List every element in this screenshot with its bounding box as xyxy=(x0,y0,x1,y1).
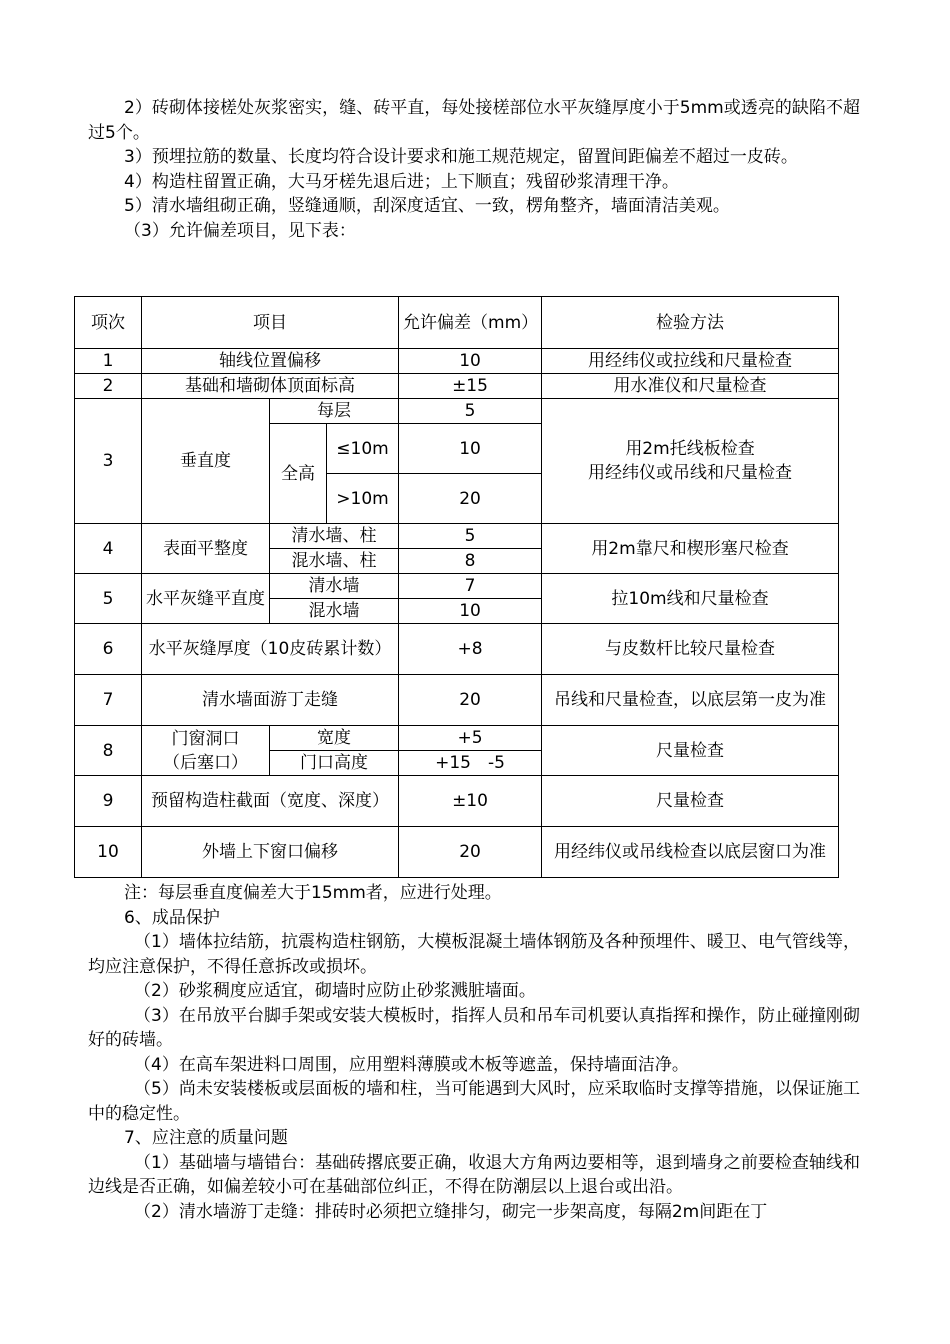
row-method xyxy=(542,399,839,524)
row-method: 拉10m线和尺量检查 xyxy=(542,574,839,624)
row-tolerance: 10 xyxy=(399,349,542,374)
row-item: 垂直度 xyxy=(142,399,270,524)
row-number: 7 xyxy=(75,675,142,726)
row-tolerance: ±15 xyxy=(399,374,542,399)
section-heading: 7、应注意的质量问题 xyxy=(124,1128,288,1148)
row-method: 用2m靠尺和楔形塞尺检查 xyxy=(542,524,839,574)
body-paragraph: （5）尚未安装楼板或层面板的墙和柱，当可能遇到大风时，应采取临时支撑等措施，以保证施工中的稳定性。 xyxy=(88,1079,860,1124)
row-number: 8 xyxy=(75,726,142,776)
row-subitem: 门口高度 xyxy=(270,751,399,776)
row-tolerance: 5 xyxy=(399,524,542,549)
row-item: 基础和墙砌体顶面标高 xyxy=(142,374,399,399)
row-item: 外墙上下窗口偏移 xyxy=(142,827,399,878)
row-tolerance: 8 xyxy=(399,549,542,574)
row-number: 1 xyxy=(75,349,142,374)
row-item: 预留构造柱截面（宽度、深度） xyxy=(142,776,399,827)
intro-paragraph: 2）砖砌体接槎处灰浆密实，缝、砖平直，每处接槎部位水平灰缝厚度小于5mm或透亮的缺陷不超过5个。 xyxy=(88,98,860,143)
intro-paragraph: 4）构造柱留置正确，大马牙槎先退后进；上下顺直；残留砂浆清理干净。 xyxy=(124,171,679,192)
row-number: 4 xyxy=(75,524,142,574)
row-number: 2 xyxy=(75,374,142,399)
body-paragraph: （2）砂浆稠度应适宜，砌墙时应防止砂浆溅脏墙面。 xyxy=(134,981,536,1001)
table-row xyxy=(75,399,839,424)
table-row xyxy=(75,524,839,549)
body-paragraph: （1）基础墙与墙错台：基础砖撂底要正确，收退大方角两边要相等，退到墙身之前要检查轴线和边线是否正确，如偏差较小可在基础部位纠正，不得在防潮层以上退台或出沿。 xyxy=(88,1152,860,1197)
row-subitem: 混水墙、柱 xyxy=(270,549,399,574)
section-heading: 6、成品保护 xyxy=(124,907,220,928)
table-row xyxy=(75,675,839,726)
row-subitem: >10m xyxy=(327,474,399,524)
row-tolerance: 20 xyxy=(399,474,542,524)
row-subitem: ≤10m xyxy=(327,424,399,474)
table-row xyxy=(75,349,839,374)
row-method: 与皮数杆比较尺量检查 xyxy=(542,624,839,675)
table-note: 注：每层垂直度偏差大于15mm者，应进行处理。 xyxy=(124,883,502,903)
row-subitem: 清水墙 xyxy=(270,574,399,599)
row-item: 清水墙面游丁走缝 xyxy=(142,675,399,726)
row-method: 吊线和尺量检查，以底层第一皮为准 xyxy=(542,675,839,726)
intro-paragraph: 3）预埋拉筋的数量、长度均符合设计要求和施工规范规定，留置间距偏差不超过一皮砖。 xyxy=(124,147,798,167)
body-paragraph: （4）在高车架进料口周围，应用塑料薄膜或木板等遮盖，保持墙面洁净。 xyxy=(134,1054,689,1075)
after-section xyxy=(88,881,860,1224)
row-item: 水平灰缝厚度（10皮砖累计数） xyxy=(142,624,399,675)
row-tolerance: 7 xyxy=(399,574,542,599)
method-line: 用2m托线板检查 xyxy=(625,439,755,459)
row-subitem: 清水墙、柱 xyxy=(270,524,399,549)
row-tolerance: 5 xyxy=(399,399,542,424)
header-cell: 项次 xyxy=(75,297,142,349)
body-paragraph: （3）在吊放平台脚手架或安装大模板时，指挥人员和吊车司机要认真指挥和操作，防止碰撞刚砌好的砖墙。 xyxy=(88,1005,860,1050)
row-tolerance: +15 -5 xyxy=(399,751,542,776)
row-tolerance: 10 xyxy=(399,424,542,474)
row-number: 10 xyxy=(75,827,142,878)
table-caption: （3）允许偏差项目，见下表： xyxy=(124,220,356,241)
header-cell: 检验方法 xyxy=(542,297,839,349)
row-method: 用经纬仪或拉线和尺量检查 xyxy=(542,349,839,374)
row-number: 9 xyxy=(75,776,142,827)
body-paragraph: （1）墙体拉结筋，抗震构造柱钢筋，大模板混凝土墙体钢筋及各种预埋件、暖卫、电气管线等，均应注意保护，不得任意拆改或损坏。 xyxy=(88,932,860,977)
header-cell: 项目 xyxy=(142,297,399,349)
method-line: 用经纬仪或吊线和尺量检查 xyxy=(588,463,793,483)
row-item: 表面平整度 xyxy=(142,524,270,574)
table-row xyxy=(75,624,839,675)
table-row xyxy=(75,776,839,827)
row-method: 尺量检查 xyxy=(542,776,839,827)
row-tolerance: ±10 xyxy=(399,776,542,827)
row-subitem: 宽度 xyxy=(270,726,399,751)
row-method: 用经纬仪或吊线检查以底层窗口为准 xyxy=(542,827,839,878)
intro-paragraph: 5）清水墙组砌正确，竖缝通顺，刮深度适宜、一致，楞角整齐，墙面清洁美观。 xyxy=(124,196,730,216)
row-method: 尺量检查 xyxy=(542,726,839,776)
intro-section xyxy=(88,96,860,243)
row-number: 3 xyxy=(75,399,142,524)
row-number: 5 xyxy=(75,574,142,624)
row-item: 轴线位置偏移 xyxy=(142,349,399,374)
item-line: 门窗洞口 xyxy=(171,728,240,749)
table-header-row xyxy=(75,297,839,349)
table-row xyxy=(75,726,839,751)
row-method: 用水准仪和尺量检查 xyxy=(542,374,839,399)
table-row xyxy=(75,374,839,399)
tolerance-table xyxy=(74,296,839,878)
row-number: 6 xyxy=(75,624,142,675)
table-row xyxy=(75,827,839,878)
item-line: （后塞口） xyxy=(163,752,248,773)
body-paragraph: （2）清水墙游丁走缝：排砖时必须把立缝排匀，砌完一步架高度，每隔2m间距在丁 xyxy=(134,1201,768,1222)
row-tolerance: 20 xyxy=(399,675,542,726)
row-subitem: 每层 xyxy=(270,399,399,424)
row-tolerance: +8 xyxy=(399,624,542,675)
row-tolerance: 20 xyxy=(399,827,542,878)
header-cell: 允许偏差（mm） xyxy=(399,297,542,349)
row-tolerance: 10 xyxy=(399,599,542,624)
row-item: 水平灰缝平直度 xyxy=(142,574,270,624)
row-subitem: 全高 xyxy=(270,424,327,524)
row-subitem: 混水墙 xyxy=(270,599,399,624)
table-row xyxy=(75,574,839,599)
row-item xyxy=(142,726,270,776)
row-tolerance: +5 xyxy=(399,726,542,751)
